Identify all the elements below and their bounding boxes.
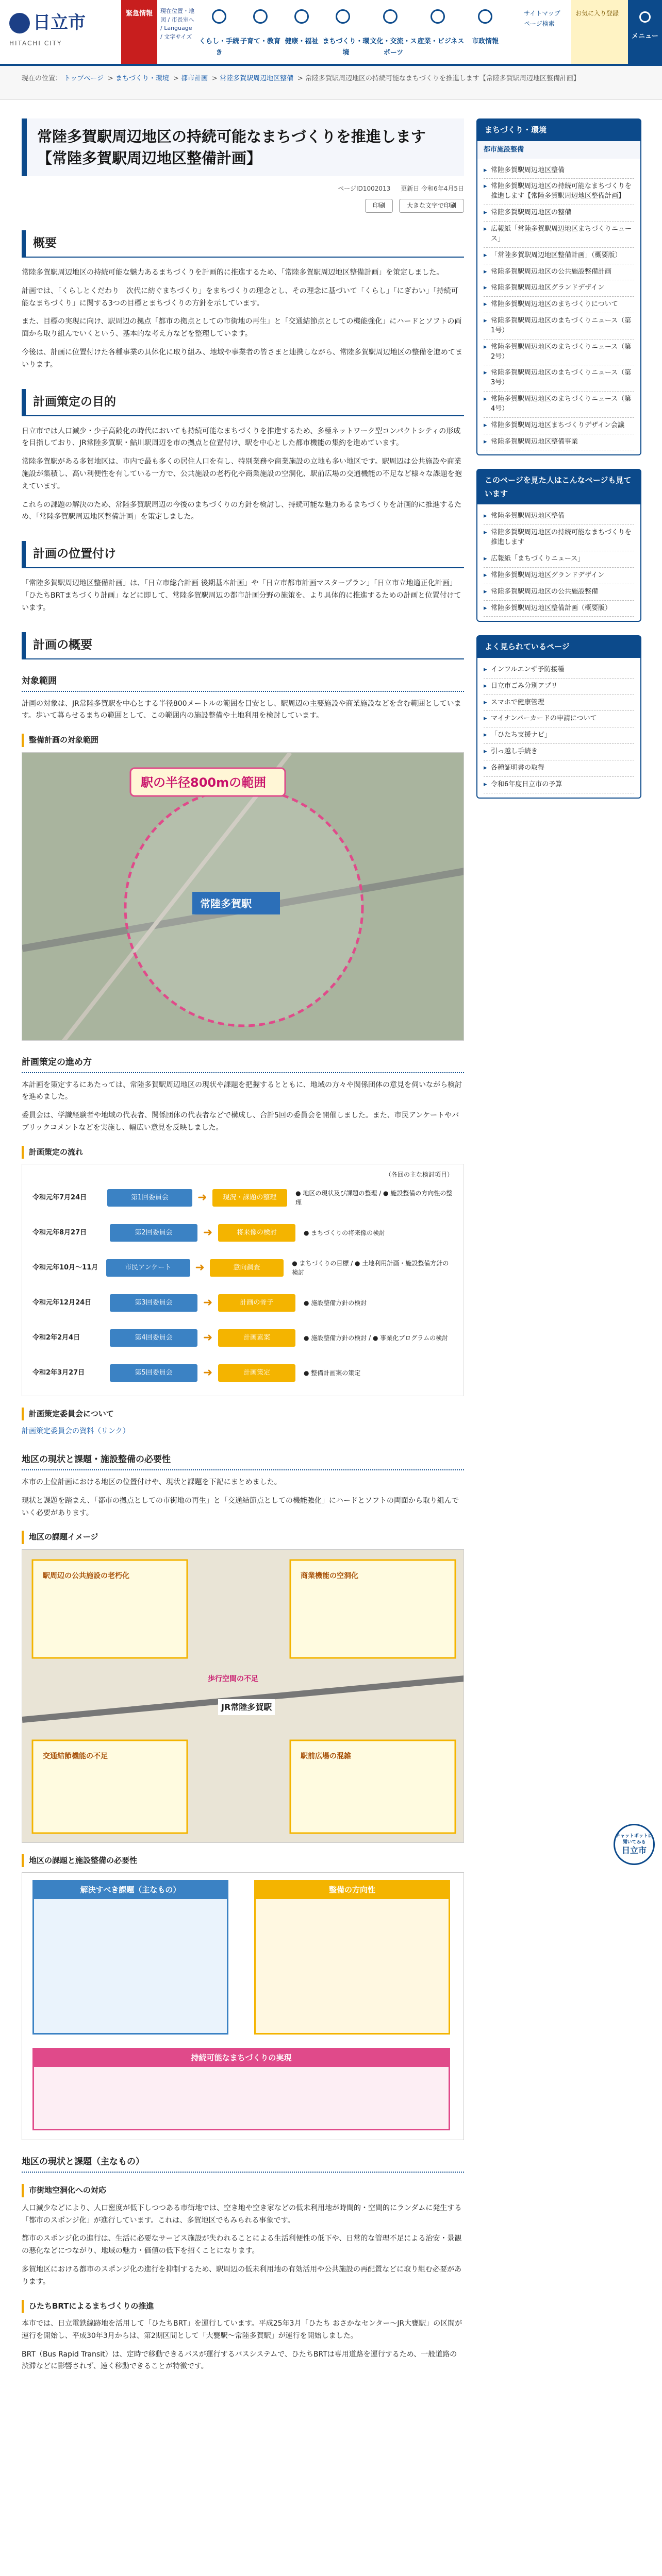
breadcrumb-link[interactable]: トップページ [64,75,104,82]
issue-label: 歩行空間の不足 [208,1674,258,1683]
subsection-heading: 計画策定の進め方 [22,1053,464,1073]
flow-step: 令和2年2月4日 第4回委員会 ➜ 計画素案 ● 施設整備方針の検討 / ● 事業化プログラムの検討 [32,1320,453,1355]
sidebar-link[interactable]: ▸ 常陸多賀駅周辺地区の整備 [484,205,634,222]
nav-town[interactable]: まちづくり・環境 [322,0,370,64]
health-icon [294,9,309,24]
related-link[interactable]: ▸ 常陸多賀駅周辺地区の持続可能なまちづくりを推進します [484,525,634,551]
related-link[interactable]: ▸ 常陸多賀駅周辺地区整備計画（概要版） [484,601,634,617]
updated-date: 更新日 令和6年4月5日 [401,185,464,193]
popular-link[interactable]: ▸ 引っ越し手続き [484,744,634,760]
sidebar-link[interactable]: ▸ 常陸多賀駅周辺地区まちづくりデザイン会議 [484,418,634,434]
nav-life[interactable]: くらし・手続き [198,0,240,64]
sidebar-link[interactable]: ▸ 常陸多賀駅周辺地区のまちづくりについて [484,297,634,313]
city-icon [478,9,492,24]
map-station-label: 常陸多賀駅 [200,897,252,910]
favorite-button[interactable]: お気に入り登録 [571,0,628,64]
sidebar-link[interactable]: ▸ 常陸多賀駅周辺地区グランドデザイン [484,280,634,297]
subsection-heading: 地区の現状と課題・施設整備の必要性 [22,1450,464,1470]
process-flow: （各回の主な検討項目） 令和元年7月24日 第1回委員会 ➜ 現況・課題の整理 ● 地区の現状及び課題の整理 / ● 施設整備の方向性の整理 令和元年8月27日 第2回委員会 ➜ 将来像の検討 ● まちづくりの将来像の検討 令和元年10月～11月 市民アンケート ➜ 意向調査 ● まちづくりの目標 / ● 土地利用計画・施設整備方針の検討 令和元年12月24日 第3回委員会 ➜ 計画の骨子 ● 施設整備方針の検討 令和2年2月4日 第4回委員会 ➜ 計画素案 ● 施設整備方針の検討 / ● 事業化プログラムの検討 令和2年3月27日 第5回委員会 ➜ 計画策定 ● 整備計画案の策定 [22,1164,464,1396]
print-button[interactable]: 印刷 [365,199,393,212]
life-icon [212,9,226,24]
issue-label: 駅前広場の混雑 [301,1752,351,1760]
issue-label: 商業機能の空洞化 [301,1571,358,1580]
figure-heading: 地区の課題イメージ [22,1531,464,1544]
town-icon [336,9,350,24]
page-title: 常陸多賀駅周辺地区の持続可能なまちづくりを推進します【常陸多賀駅周辺地区整備計画】 [22,118,464,176]
sidebar-link[interactable]: ▸ 常陸多賀駅周辺地区の公共施設整備計画 [484,264,634,281]
figure-heading: 計画策定の流れ [22,1146,464,1159]
needs-diagram-image: 解決すべき課題（主なもの） 整備の方向性 持続可能なまちづくりの実現 [22,1872,464,2140]
related-link[interactable]: ▸ 常陸多賀駅周辺地区グランドデザイン [484,568,634,584]
chatbot-button[interactable]: チャットボットに聞いてみる 日立市 [614,1824,655,1865]
breadcrumb-link[interactable]: 常陸多賀駅周辺地区整備 [219,75,293,82]
nav-childcare[interactable]: 子育て・教育 [240,0,281,64]
popular-link[interactable]: ▸ 令和6年度日立市の予算 [484,777,634,793]
station-label: JR常陸多賀駅 [218,1699,275,1715]
global-nav [121,0,506,64]
breadcrumb-link[interactable]: 都市計画 [180,75,208,82]
section-heading: 計画の位置付け [22,541,464,568]
flow-step: 令和元年10月～11月 市民アンケート ➜ 意向調査 ● まちづくりの目標 / ● 土地利用計画・施設整備方針の検討 [32,1259,449,1276]
popular-link[interactable]: ▸ 各種証明書の取得 [484,760,634,777]
culture-icon [383,9,398,24]
flow-step: 令和元年12月24日 第3回委員会 ➜ 計画の骨子 ● 施設整備方針の検討 [32,1285,453,1320]
figure-heading: 整備計画の対象範囲 [22,734,464,747]
figure-heading: ひたちBRTによるまちづくりの推進 [22,2300,464,2313]
nav-health[interactable]: 健康・福祉 [281,0,322,64]
sitemap-link[interactable]: サイトマップ ページ検索 [524,10,560,28]
sidebar-link[interactable]: ▸ 広報紙「常陸多賀駅周辺地区まちづくりニュース」 [484,222,634,248]
popular-link[interactable]: ▸ 「ひたち支援ナビ」 [484,727,634,744]
sidebar-link[interactable]: ▸ 常陸多賀駅周辺地区整備 [484,163,634,179]
map-range-label: 駅の半径800mの範囲 [141,775,267,790]
nav-city[interactable]: 市政情報 [465,0,506,64]
sidebar-link[interactable]: ▸ 常陸多賀駅周辺地区の持続可能なまちづくりを推進します【常陸多賀駅周辺地区整備計画】 [484,179,634,205]
business-icon [431,9,445,24]
popular-link[interactable]: ▸ スマホで健康管理 [484,695,634,711]
section-heading: 概要 [22,230,464,258]
page-id: ページID1002013 [338,185,391,193]
subsection-heading: 対象範囲 [22,672,464,692]
nav-business[interactable]: 産業・ビジネス [417,0,465,64]
site-header [0,0,662,66]
child-icon [253,9,268,24]
related-pages: このページを見た人はこんなページも見ています ▸ 常陸多賀駅周辺地区整備 ▸ 常陸多賀駅周辺地区の持続可能なまちづくりを推進します ▸ 広報紙「まちづくりニュース」 ▸ 常陸多賀駅周辺地区グランドデザイン ▸ 常陸多賀駅周辺地区の公共施設整備 ▸ 常陸多賀駅周辺地区整備計画（概要版） [476,469,641,622]
issue-label: 交通結節機能の不足 [43,1752,108,1760]
emergency-info-button[interactable]: 緊急情報 [121,0,157,64]
sidebar-link[interactable]: ▸ 常陸多賀駅周辺地区のまちづくりニュース（第2号） [484,340,634,366]
issues-map-image [22,1549,464,1843]
sidebar-nav: まちづくり・環境 都市施設整備 ▸ 常陸多賀駅周辺地区整備 ▸ 常陸多賀駅周辺地区の持続可能なまちづくりを推進します【常陸多賀駅周辺地区整備計画】 ▸ 常陸多賀駅周辺地区の整備 ▸ 広報紙「常陸多賀駅周辺地区まちづくりニュース」 ▸ 「常陸多賀駅周辺地区整備計画」（概要版） ▸ 常陸多賀駅周辺地区の公共施設整備計画 ▸ 常陸多賀駅周辺地区グランドデザイン ▸ 常陸多賀駅周辺地区のまちづくりについて ▸ 常陸多賀駅周辺地区のまちづくりニュース（第1号） ▸ 常陸多賀駅周辺地区のまちづくりニュース（第2号） ▸ 常陸多賀駅周辺地区のまちづくりニュース（第3号） ▸ 常陸多賀駅周辺地区のまちづくりニュース（第4号） ▸ 常陸多賀駅周辺地区まちづくりデザイン会議 ▸ 常陸多賀駅周辺地区整備事業 [476,118,641,455]
subsection-heading: 地区の現状と課題（主なもの） [22,2153,464,2173]
figure-heading: 地区の課題と施設整備の必要性 [22,1854,464,1868]
breadcrumb: 現在の位置： トップページ > まちづくり・環境 > 都市計画 > 常陸多賀駅周辺地区整備 > 常陸多賀駅周辺地区の持続可能なまちづくりを推進します【常陸多賀駅周辺地区整備計画】 [0,66,662,100]
related-link[interactable]: ▸ 常陸多賀駅周辺地区の公共施設整備 [484,584,634,601]
nav-culture[interactable]: 文化・交流・スポーツ [370,0,417,64]
breadcrumb-link[interactable]: まちづくり・環境 [115,75,169,82]
main-content: 常陸多賀駅周辺地区の持続可能なまちづくりを推進します【常陸多賀駅周辺地区整備計画】 ページID1002013 更新日 令和6年4月5日 印刷 大きな文字で印刷 概要 常陸多賀駅周辺地区の持続可能な魅力あるまちづくりを計画的に推進するため、「常陸多賀駅周辺地区整備計画」を策定しました。 計画では、「くらしとくだわり 次代に紡ぐまちづくり」をまちづくりの理念とし、その理念に基づいて「くらし」「にぎわい」「持続可能なまちづくり」に関する3つの目標とまちづくりの方針を示しています。 また、目標の実現に向け、駅周辺の拠点「都市の拠点としての市街地の再生」と「交通結節点としての機能強化」にハードとソフトの両面から取り組んでいくという、基本的な考え方などを整理しています。 今後は、計画に位置付けた各種事業の具体化に取り組み、地域や事業者の皆さまと連携しながら、常陸多賀駅周辺地区の整備を進めてまいります。 計画策定の目的 日立市では人口減少・少子高齢化の時代においても持続可能なまちづくりを推進するため、多極ネットワーク型コンパクトシティの形成を目指しており、JR常陸多賀駅・鮎川駅周辺を市の拠点と位置付け、駅を中心とした都市機能の集約を進めています。 常陸多賀駅がある多賀地区は、市内で最も多くの居住人口を有し、特別業務や商業施設の立地も多い地区です。駅周辺は公共施設や商業施設が集積し、高い利便性を有している一方で、公共施設の老朽化や商業施設の空洞化、駅前広場の交通機能の不足など様々な課題を抱えています。 これらの課題の解決のため、常陸多賀駅周辺の今後のまちづくりの方針を検討し、持続可能な魅力あるまちづくりを計画的に推進するため、「常陸多賀駅周辺地区整備計画」を策定しました。 計画の位置付け 「常陸多賀駅周辺地区整備計画」は、「日立市総合計画 後期基本計画」や「日立市都市計画マスタープラン」「日立市立地適正化計画」「ひたちBRTまちづくり計画」などに即して、常陸多賀駅周辺の都市計画分野の施策を、より具体的に推進するための計画と位置付けています。 計画の概要 対象範囲 計画の対象は、JR常陸多賀駅を中心とする半径800メートルの範囲を目安とし、駅周辺の主要施設や商業施設などを含む範囲としています。歩いて暮らせるまちの範囲として、この範囲内の施設整備や土地利用を検討しています。 整備計画の対象範囲 駅の半径800mの範囲 常陸多賀駅 計画策定の進め方 本計画を策定するにあたっては、常陸多賀駅周辺地区の現状や課題を把握するとともに、地域の方々や関係団体の意見を伺いながら検討を進めました。 委員会は、学識経験者や地域の代表者、関係団体の代表者などで構成し、合計5回の委員会を開催しました。また、市民アンケートやパブリックコメントなどを実施し、幅広い意見を反映しました。 計画策定の流れ （各回の主な検討項目） 令和元年7月24日 第1回委員会 ➜ 現況・課題の整理 ● 地区の現状及び課題の整理 / ● 施設整備の方向性の整理 令和元年8月27日 第2回委員会 ➜ 将来像の検討 ● まちづくりの将来像の検討 令和元年10月～11月 市民アンケート ➜ 意向調査 ● まちづくりの目標 / ● 土地利用計画・施設整備方針の検討 令和元年12月24日 第3回委員会 ➜ 計画の骨子 ● 施設整備方針の検討 令和2年2月4日 第4回委員会 ➜ 計画素案 ● 施設整備方針の検討 / ● 事業化プログラムの検討 令和2年3月27日 第5回委員会 ➜ 計画策定 ● 整備計画案の策定 計画策定委員会について 計画策定委員会の資料（リンク） 地区の現状と課題・施設整備の必要性 本市の上位計画における地区の位置付けや、現状と課題を下記にまとめました。 現状と課題を踏まえ、「都市の拠点としての市街地の再生」と「交通結節点としての機能強化」にハードとソフトの両面から取り組んでいく必要があります。 地区の課題イメージ 駅周辺の公共施設の老朽化 商業機能の空洞化 交通結節機能の不足 駅前広場の混雑 歩行空間の不足 JR常陸多賀駅 地区の課題と施設整備の必要性 解決すべき課題（主なもの） 整備の方向性 持続可能なまちづくりの実現 地区の現状と課題（主なもの） 市街地空洞化への対応 人口減少などにより、人口密度が低下しつつある市街地では、空き地や空き家などの低未利用地が時間的・空間的にランダムに発生する「都市のスポンジ化」が進行しています。これは、多賀地区でもみられる事象です。 都市のスポンジ化の進行は、生活に必要なサービス施設が失われることによる生活利便性の低下や、日常的な管理不足による治安・景観の悪化などにつながり、地域の魅力・価値の低下を招くことになります。 多賀地区における都市のスポンジ化の進行を抑制するため、駅周辺の低未利用地の有効活用や公共施設の再配置などに取り組む必要があります。 ひたちBRTによるまちづくりの推進 本市では、日立電鉄線跡地を活用して「ひたちBRT」を運行しています。平成25年3月「ひたち おさかなセンター～JR大甕駅」の区間が運行を開始し、平成30年3月からは、第2期区間として「大甕駅～常陸多賀駅」が運行を開始しました。 BRT（Bus Rapid Transit）は、定時で移動できるバスが運行するバスシステムで、ひたちBRTは専用道路を運行するため、一般道路の渋滞などに影響されず、速く移動できることが特徴です。 [22,118,464,2379]
sidebar-link[interactable]: ▸ 常陸多賀駅周辺地区のまちづくりニュース（第3号） [484,365,634,392]
flow-step: 令和2年3月27日 第5回委員会 ➜ 計画策定 ● 整備計画案の策定 [32,1355,453,1391]
issue-label: 駅周辺の公共施設の老朽化 [43,1571,129,1580]
city-logo[interactable]: 日立市 HITACHI CITY [9,12,86,47]
popular-link[interactable]: ▸ インフルエンザ予防接種 [484,662,634,679]
sidebar-link[interactable]: ▸ 「常陸多賀駅周辺地区整備計画」（概要版） [484,248,634,264]
related-link[interactable]: ▸ 常陸多賀駅周辺地区整備 [484,509,634,525]
committee-link[interactable]: 計画策定委員会の資料（リンク） [22,1427,130,1436]
large-print-button[interactable]: 大きな文字で印刷 [399,199,464,212]
menu-button[interactable]: メニュー [628,0,662,64]
city-emblem-icon [9,13,30,33]
section-heading: 計画策定の目的 [22,389,464,416]
sidebar-link[interactable]: ▸ 常陸多賀駅周辺地区整備事業 [484,434,634,451]
figure-heading: 市街地空洞化への対応 [22,2184,464,2197]
popular-link[interactable]: ▸ 日立市ごみ分別アプリ [484,679,634,695]
flow-step: 令和元年8月27日 第2回委員会 ➜ 将来像の検討 ● まちづくりの将来像の検討 [32,1215,453,1250]
sidebar [476,118,641,812]
popular-link[interactable]: ▸ マイナンバーカードの申請について [484,711,634,727]
related-link[interactable]: ▸ 広報紙「まちづくりニュース」 [484,551,634,568]
section-heading: 計画の概要 [22,632,464,659]
area-map-image [22,752,464,1041]
popular-pages: よく見られているページ ▸ インフルエンザ予防接種 ▸ 日立市ごみ分別アプリ ▸ スマホで健康管理 ▸ マイナンバーカードの申請について ▸ 「ひたち支援ナビ」 ▸ 引っ越し手続き ▸ 各種証明書の取得 ▸ 令和6年度日立市の予算 [476,635,641,798]
sidebar-link[interactable]: ▸ 常陸多賀駅周辺地区のまちづくりニュース（第1号） [484,313,634,340]
figure-heading: 計画策定委員会について [22,1408,464,1421]
top-links[interactable]: 現在位置・地図 / 市長室へ / Language / 文字サイズ [160,8,194,40]
search-icon [639,11,651,23]
sidebar-link[interactable]: ▸ 常陸多賀駅周辺地区のまちづくりニュース（第4号） [484,392,634,418]
flow-step: 令和元年7月24日 第1回委員会 ➜ 現況・課題の整理 ● 地区の現状及び課題の整理 / ● 施設整備の方向性の整理 [32,1189,453,1206]
